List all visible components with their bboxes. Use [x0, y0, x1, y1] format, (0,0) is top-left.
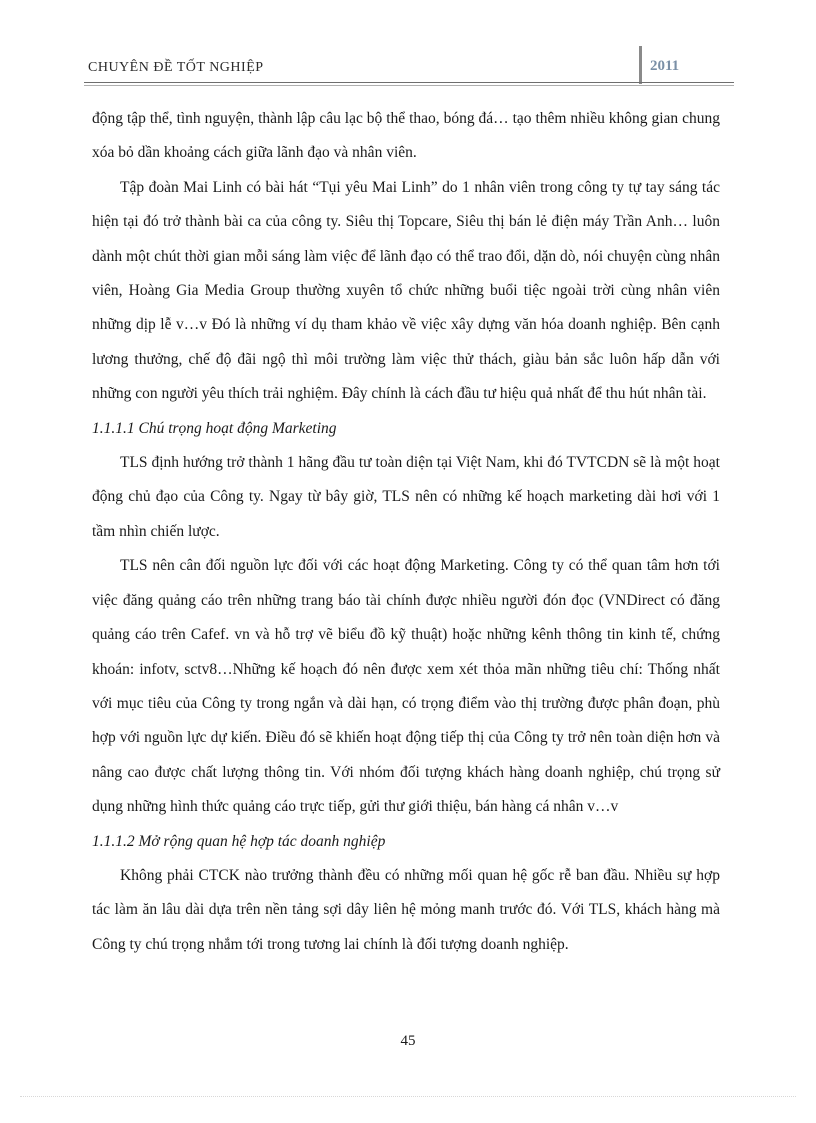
body-text: [92, 102, 720, 962]
header-title: CHUYÊN ĐỀ TỐT NGHIỆP: [88, 60, 264, 75]
header-divider: [639, 46, 642, 84]
page-bottom-border: [20, 1096, 796, 1097]
header-rule-secondary: [84, 85, 734, 86]
page-header: [84, 44, 734, 84]
paragraph: TLS nên cân đối nguồn lực đối với các hoạt động Marketing. Công ty có thể quan tâm hơn tới việc đăng quảng cáo trên những trang báo tài chính được nhiều người đón đọc (VNDirect có đăng quảng cáo trên Cafef. vn và hỗ trợ vẽ biểu đồ kỹ thuật) hoặc những kênh thông tin kinh tế, chứng khoán: infotv, sctv8…Những kế hoạch đó nên được xem xét thỏa mãn những tiêu chí: Thống nhất với mục tiêu của Công ty trong ngắn và dài hạn, có trọng điểm vào thị trường được phân đoạn, phù hợp với nguồn lực dự kiến. Điều đó sẽ khiến hoạt động tiếp thị của Công ty trở nên toàn diện hơn và nâng cao được chất lượng thông tin. Với nhóm đối tượng khách hàng doanh nghiệp, chú trọng sử dụng những hình thức quảng cáo trực tiếp, gửi thư giới thiệu, bán hàng cá nhân v…v: [92, 557, 720, 816]
section-heading: 1.1.1.2 Mở rộng quan hệ hợp tác doanh nghiệp: [92, 832, 386, 850]
header-rule: [84, 82, 734, 83]
paragraph: động tập thể, tình nguyện, thành lập câu lạc bộ thể thao, bóng đá… tạo thêm nhiều không gian chung xóa bỏ dần khoảng cách giữa lãnh đạo và nhân viên.: [92, 110, 720, 162]
paragraph: Không phải CTCK nào trưởng thành đều có những mối quan hệ gốc rễ ban đầu. Nhiều sự hợp tác làm ăn lâu dài dựa trên nền tảng sợi dây liên hệ mỏng manh trước đó. Với TLS, khách hàng mà Công ty chú trọng nhắm tới trong tương lai chính là đối tượng doanh nghiệp.: [92, 866, 720, 953]
page-number: 45: [400, 1033, 416, 1049]
paragraph: Tập đoàn Mai Linh có bài hát “Tụi yêu Mai Linh” do 1 nhân viên trong công ty tự tay sáng tác hiện tại đó trở thành bài ca của công ty. Siêu thị Topcare, Siêu thị bán lẻ điện máy Trần Anh… luôn dành một chút thời gian mỗi sáng làm việc để lãnh đạo có thể trao đổi, dặn dò, nói chuyện cùng nhân viên, Hoàng Gia Media Group thường xuyên tổ chức những buổi tiệc ngoài trời cùng nhân viên những dịp lễ v…v Đó là những ví dụ tham khảo về việc xây dựng văn hóa doanh nghiệp. Bên cạnh lương thưởng, chế độ đãi ngộ thì môi trường làm việc thử thách, giàu bản sắc luôn hấp dẫn với những con người yêu thích trải nghiệm. Đây chính là cách đầu tư hiệu quả nhất để thu hút nhân tài.: [92, 178, 720, 403]
paragraph: TLS định hướng trở thành 1 hãng đầu tư toàn diện tại Việt Nam, khi đó TVTCDN sẽ là một hoạt động chủ đạo của Công ty. Ngay từ bây giờ, TLS nên có những kế hoạch marketing dài hơi với 1 tầm nhìn chiến lược.: [92, 454, 720, 540]
header-year: 2011: [650, 58, 680, 74]
section-heading: 1.1.1.1 Chú trọng hoạt động Marketing: [92, 419, 337, 437]
